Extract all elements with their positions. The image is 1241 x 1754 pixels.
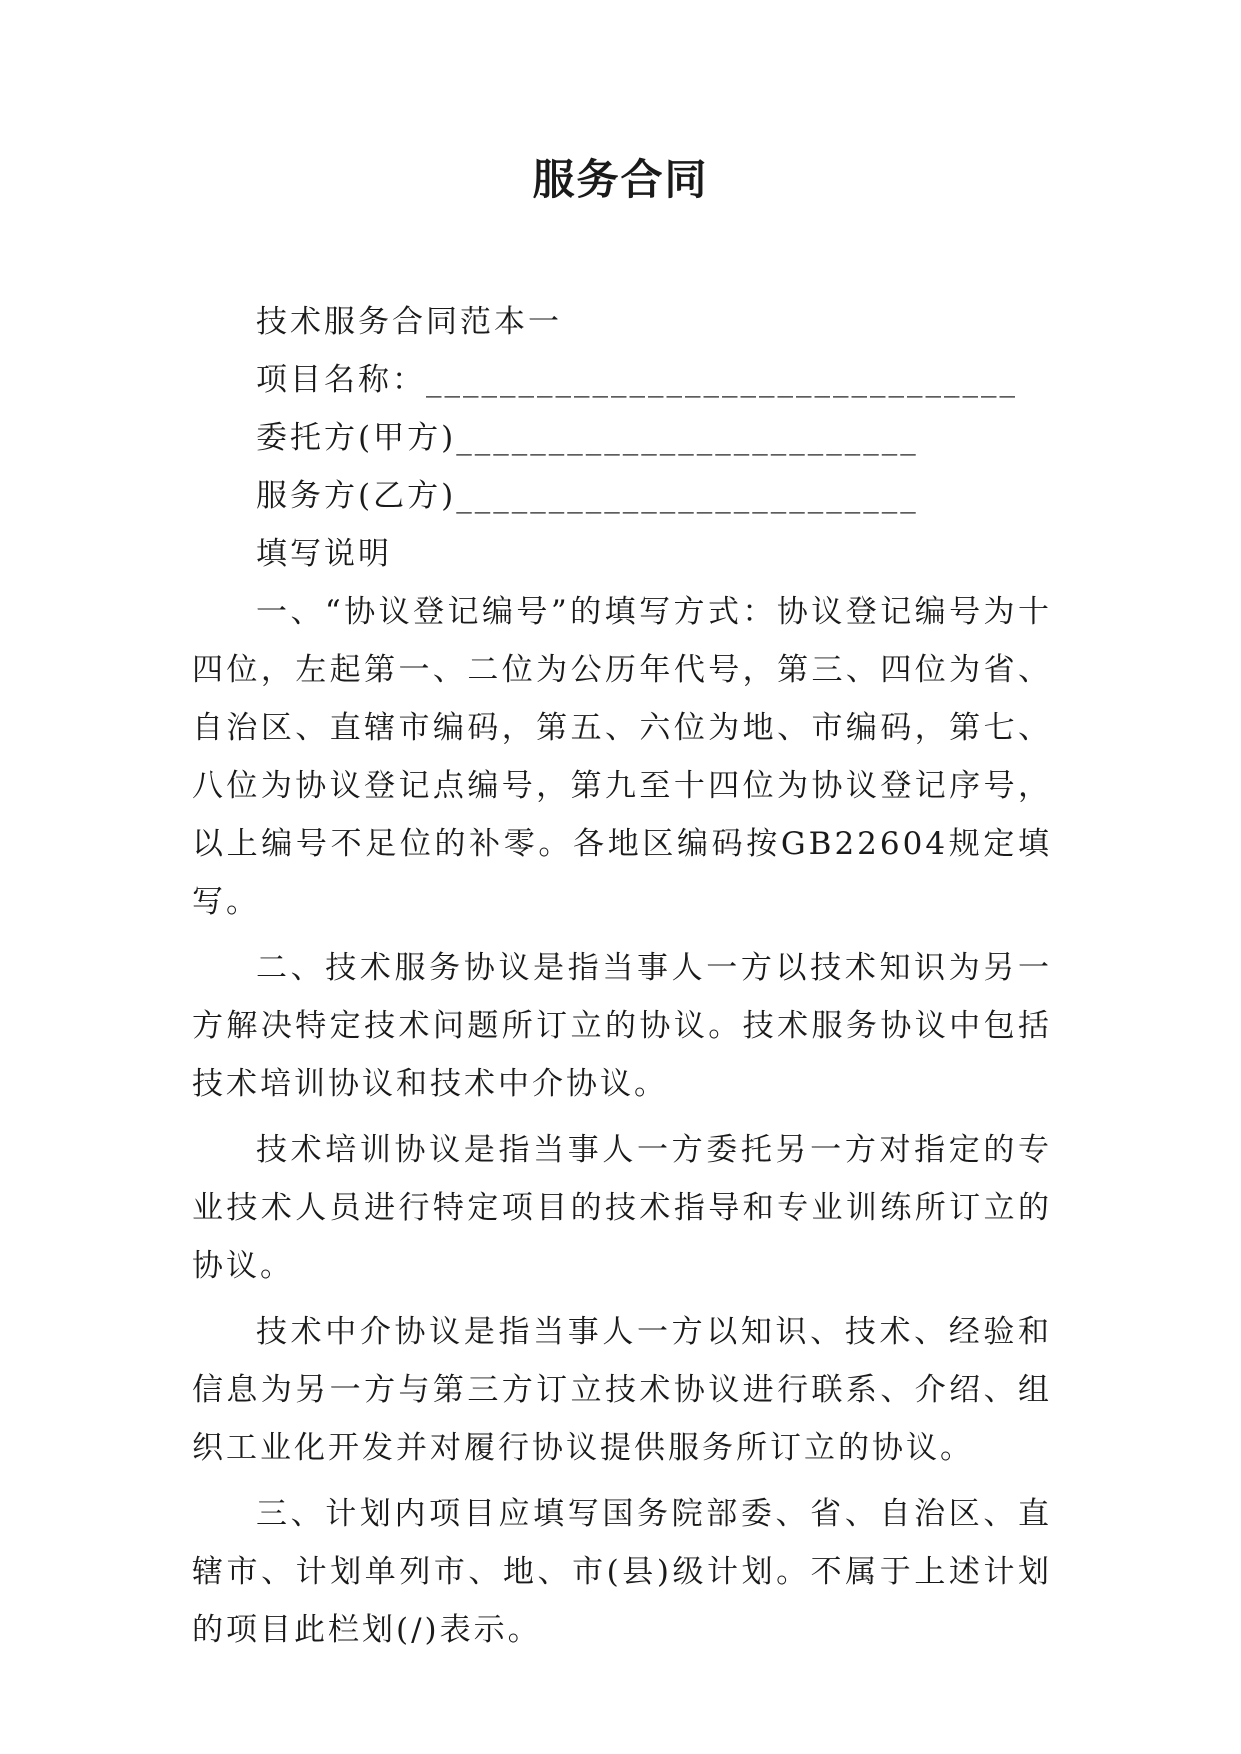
instructions-heading: 填写说明 bbox=[256, 536, 392, 572]
template-label: 技术服务合同范本一 bbox=[256, 304, 562, 340]
client-party-field: 委托方(甲方)_________________________ bbox=[256, 420, 919, 456]
service-party-field: 服务方(乙方)_________________________ bbox=[256, 478, 919, 514]
instruction-paragraph-1: 一、“协议登记编号”的填写方式：协议登记编号为十四位，左起第一、二位为公历年代号，第三、四位为省、自治区、直辖市编码，第五、六位为地、市编码，第七、八位为协议登记点编号，第九至十四位为协议登记序号，以上编号不足位的补零。各地区编码按GB22604规定填写。 bbox=[192, 594, 1052, 920]
instruction-paragraph-3: 技术培训协议是指当事人一方委托另一方对指定的专业技术人员进行特定项目的技术指导和专业训练所订立的协议。 bbox=[192, 1132, 1052, 1284]
instruction-paragraph-4: 技术中介协议是指当事人一方以知识、技术、经验和信息为另一方与第三方订立技术协议进行联系、介绍、组织工业化开发并对履行协议提供服务所订立的协议。 bbox=[192, 1314, 1052, 1466]
instruction-paragraph-2: 二、技术服务协议是指当事人一方以技术知识为另一方解决特定技术问题所订立的协议。技术服务协议中包括技术培训协议和技术中介协议。 bbox=[192, 950, 1052, 1102]
instruction-paragraph-5: 三、计划内项目应填写国务院部委、省、自治区、直辖市、计划单列市、地、市(县)级计划。不属于上述计划的项目此栏划(/)表示。 bbox=[192, 1496, 1052, 1648]
project-name-field: 项目名称：________________________________ bbox=[256, 362, 1018, 398]
document-body bbox=[192, 293, 1052, 1659]
document-title: 服务合同 bbox=[532, 155, 709, 204]
